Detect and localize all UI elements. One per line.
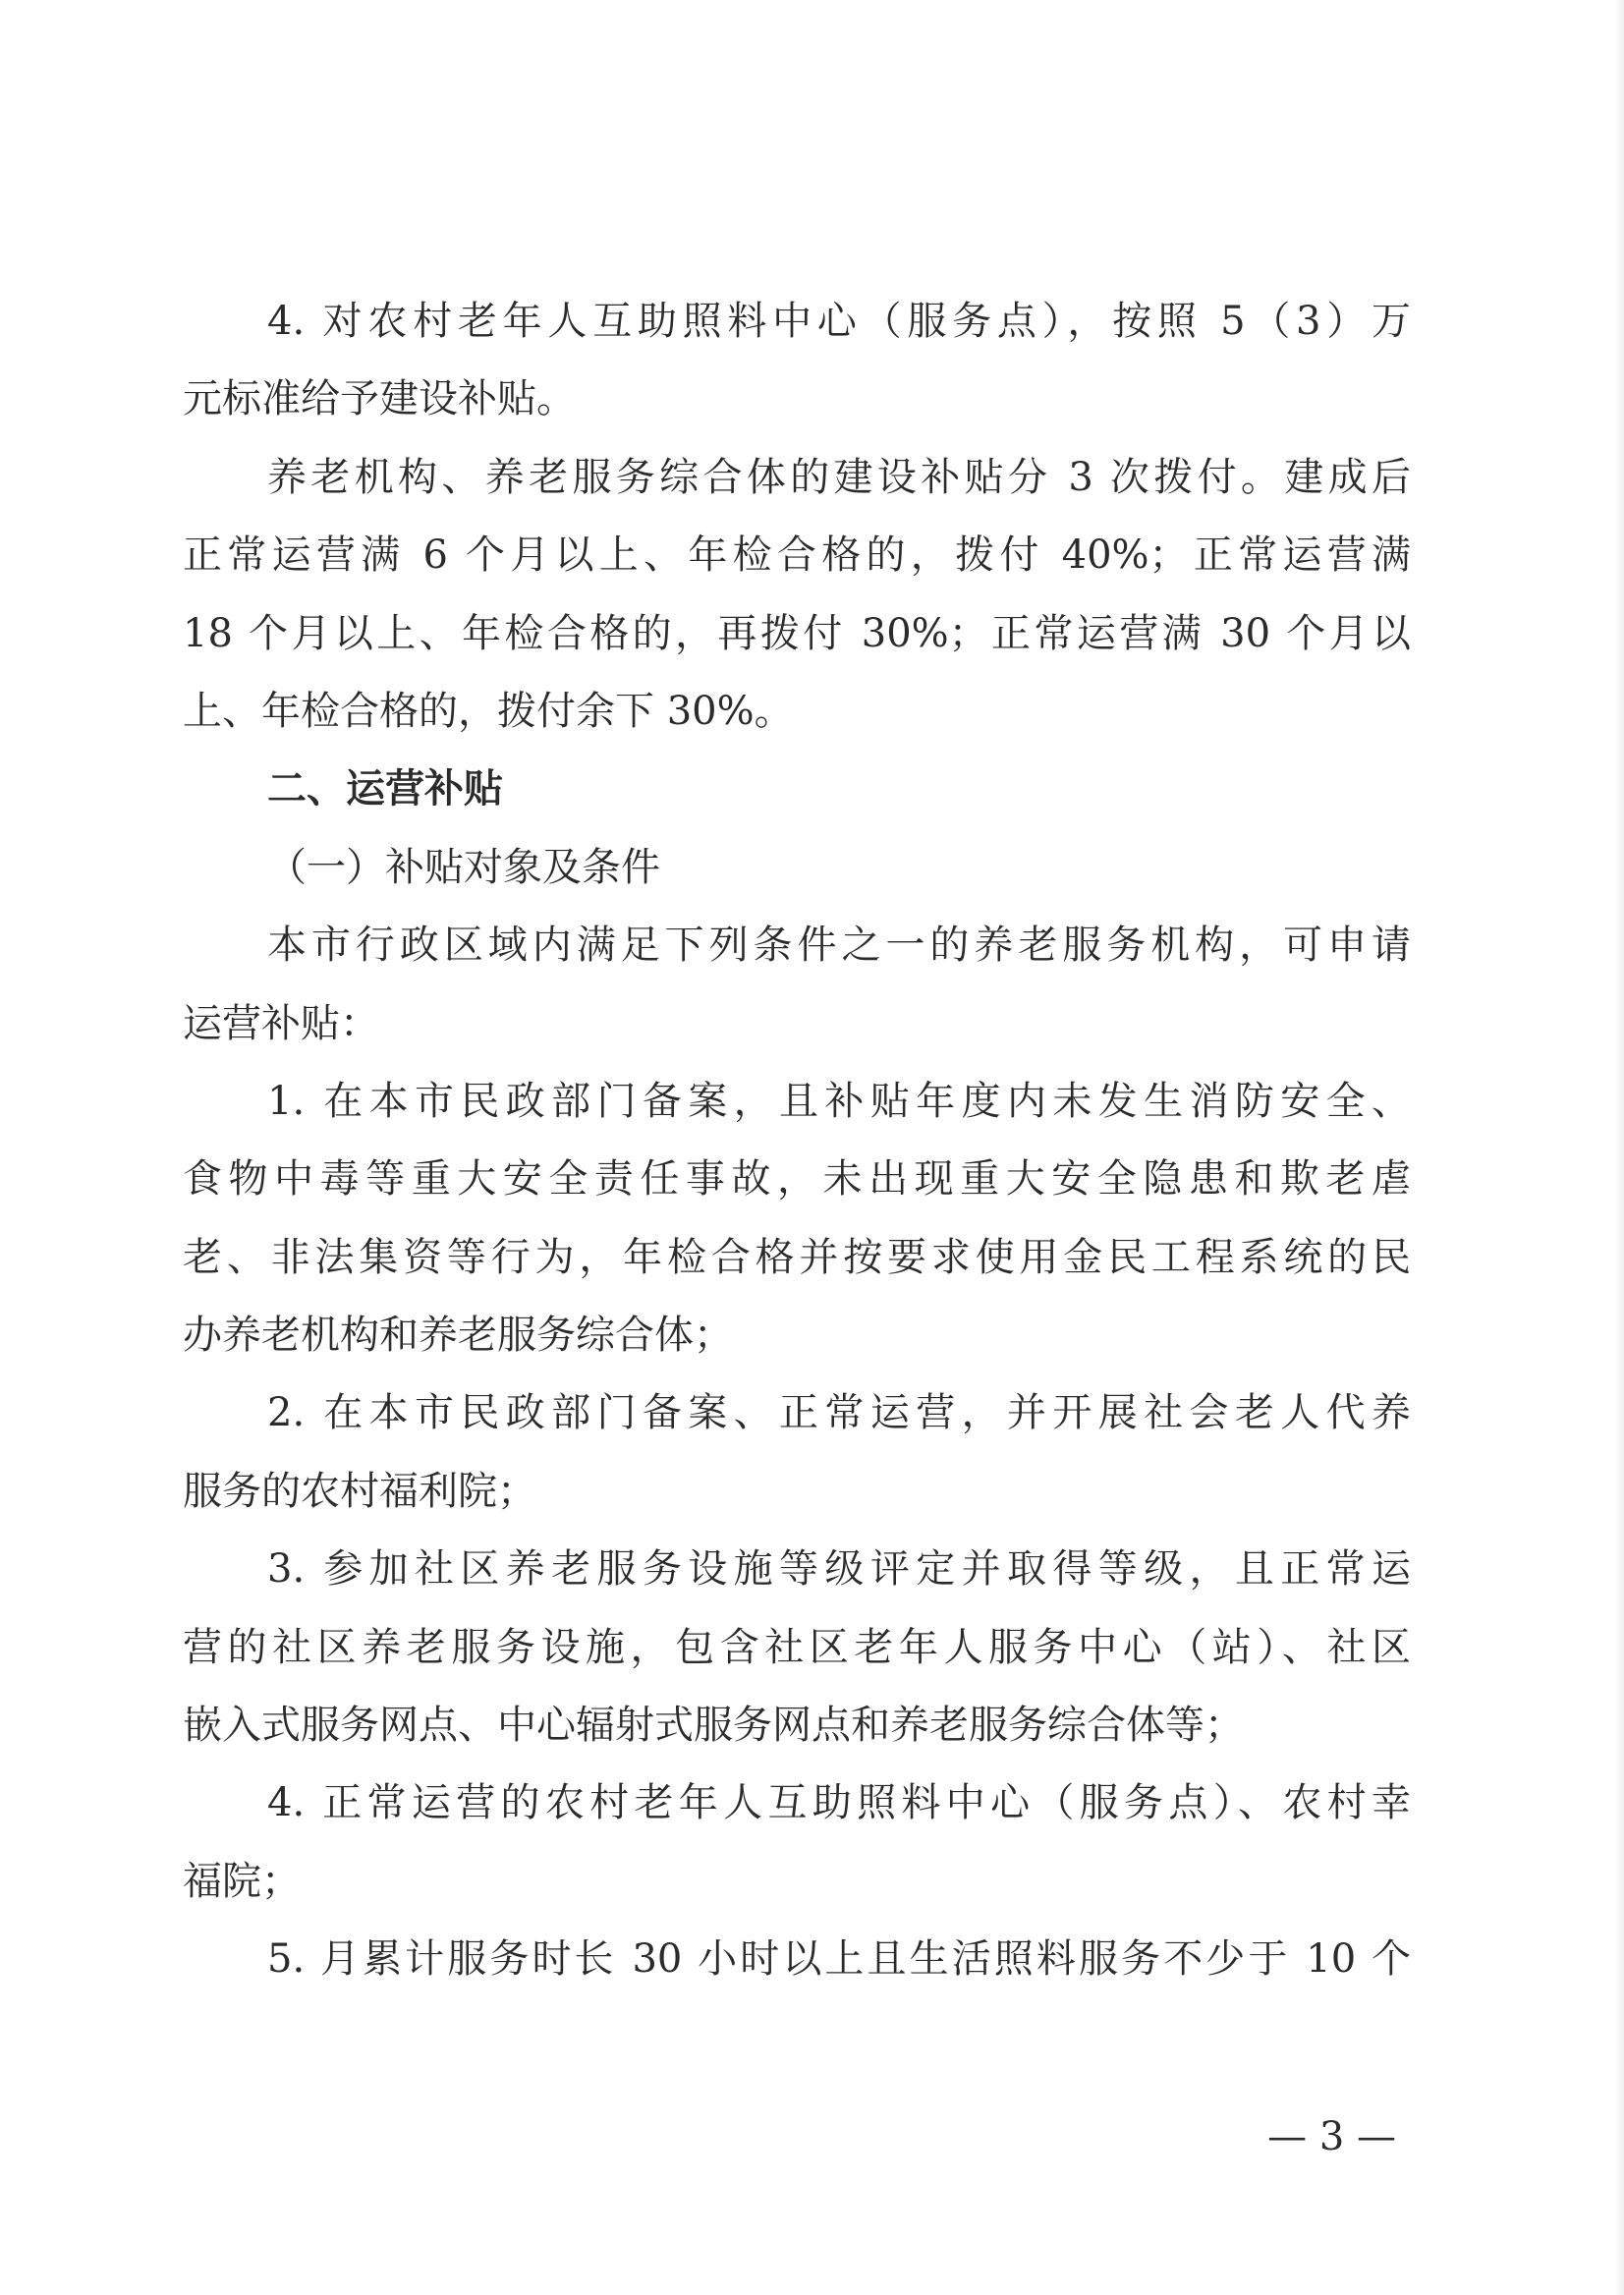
text-line: 福院； — [183, 1858, 301, 1904]
text-line: 4. 正常运营的农村老年人互助照料中心（服务点）、农村幸 — [267, 1780, 1411, 1826]
text-line: 嵌入式服务网点、中心辐射式服务网点和养老服务综合体等； — [183, 1703, 1244, 1749]
text-line: 正常运营满 6 个月以上、年检合格的，拨付 40%；正常运营满 — [183, 532, 1411, 579]
text-line: 运营补贴： — [183, 1000, 379, 1046]
text-line: 1. 在本市民政部门备案，且补贴年度内未发生消防安全、 — [267, 1078, 1411, 1124]
text-line: 上、年检合格的，拨付余下 30%。 — [183, 688, 794, 734]
document-body — [183, 283, 1411, 1999]
text-line: 18 个月以上、年检合格的，再拨付 30%；正常运营满 30 个月以 — [183, 610, 1411, 656]
text-line: 元标准给予建设补贴。 — [183, 376, 576, 422]
text-line: 营的社区养老服务设施，包含社区老年人服务中心（站）、社区 — [183, 1624, 1411, 1670]
page-number: — 3 — — [1267, 2114, 1396, 2159]
text-line: 养老机构、养老服务综合体的建设补贴分 3 次拨付。建成后 — [267, 454, 1411, 500]
subsection-heading: （一）补贴对象及条件 — [267, 844, 660, 890]
section-heading: 二、运营补贴 — [267, 766, 503, 812]
text-line: 5. 月累计服务时长 30 小时以上且生活照料服务不少于 10 个 — [267, 1936, 1411, 1983]
text-line: 食物中毒等重大安全责任事故，未出现重大安全隐患和欺老虐 — [183, 1156, 1411, 1203]
text-line: 2. 在本市民政部门备案、正常运营，并开展社会老人代养 — [267, 1390, 1411, 1436]
text-line: 4. 对农村老年人互助照料中心（服务点），按照 5（3）万 — [267, 299, 1411, 344]
page-edge — [1614, 0, 1624, 2295]
text-line: 老、非法集资等行为，年检合格并按要求使用金民工程系统的民 — [183, 1234, 1411, 1280]
text-line: 服务的农村福利院； — [183, 1468, 536, 1514]
text-line: 3. 参加社区养老服务设施等级评定并取得等级，且正常运 — [267, 1546, 1411, 1593]
text-line: 办养老机构和养老服务综合体； — [183, 1313, 733, 1359]
text-line: 本市行政区域内满足下列条件之一的养老服务机构，可申请 — [267, 923, 1411, 969]
